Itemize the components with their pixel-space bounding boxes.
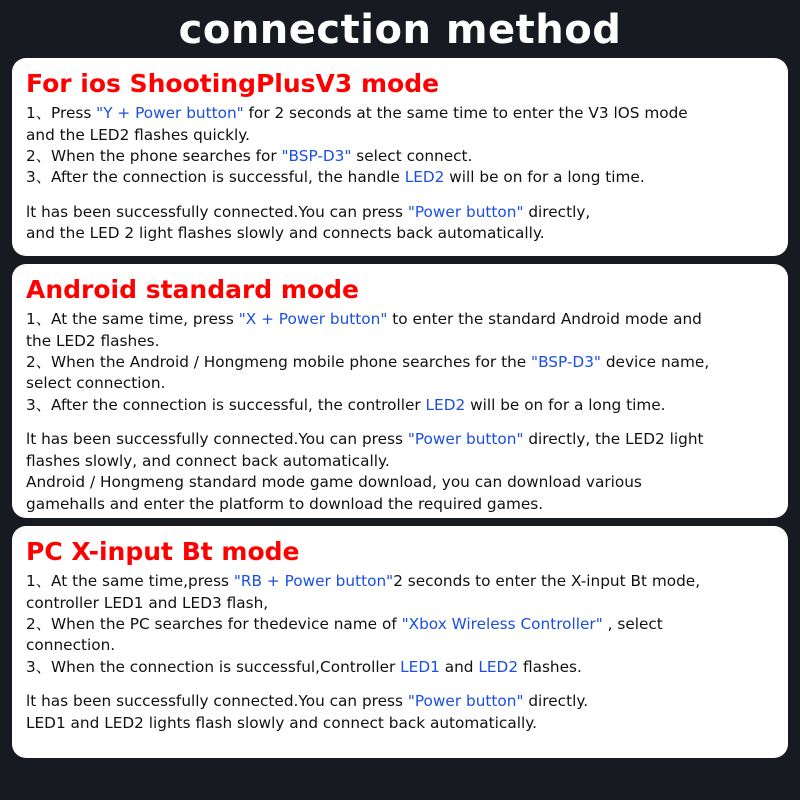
body-text: directly.	[523, 692, 589, 711]
body-line	[26, 451, 774, 472]
section-card-pc	[12, 526, 788, 758]
body-line	[26, 373, 774, 394]
body-line	[26, 472, 774, 493]
body-line	[26, 331, 774, 352]
body-text: and the LED 2 light flashes slowly and connects back automatically.	[26, 224, 545, 243]
body-text: 1、At the same time, press	[26, 310, 239, 329]
body-text: 2、When the Android / Hongmeng mobile phone searches for the	[26, 353, 532, 372]
highlighted-text: "Xbox Wireless Controller"	[401, 615, 603, 634]
body-text: select connect.	[351, 147, 473, 166]
body-line	[26, 691, 774, 712]
body-text: 1、At the same time,press	[26, 572, 234, 591]
body-line	[26, 571, 774, 592]
section-body-ios	[26, 103, 774, 244]
body-line	[26, 223, 774, 244]
body-text: connection.	[26, 636, 116, 655]
section-card-android	[12, 264, 788, 518]
body-text: 1、Press	[26, 104, 97, 123]
highlighted-text: "BSP-D3"	[281, 147, 352, 166]
body-text: device name,	[600, 353, 710, 372]
body-text: gamehalls and enter the platform to download the required games.	[26, 494, 544, 513]
body-text: directly,	[523, 202, 591, 221]
body-text: 2 seconds to enter the X-input Bt mode,	[393, 572, 701, 591]
body-line	[26, 309, 774, 330]
section-title-android: Android standard mode	[26, 275, 359, 304]
body-line	[26, 657, 774, 678]
highlighted-text: LED2	[425, 395, 466, 414]
highlighted-text: LED1	[400, 657, 440, 676]
highlighted-text: "Power button"	[407, 692, 524, 711]
section-card-ios	[12, 58, 788, 256]
body-text: select connection.	[26, 374, 166, 393]
section-body-android	[26, 309, 774, 515]
body-line	[26, 713, 774, 734]
body-text: 3、After the connection is successful, the controller	[26, 395, 426, 414]
body-line	[26, 352, 774, 373]
body-line	[26, 202, 774, 223]
page-title: connection method	[178, 7, 622, 53]
body-line	[26, 614, 774, 635]
body-text: 2、When the PC searches for thedevice name of	[26, 615, 402, 634]
body-text: will be on for a long time.	[444, 168, 645, 187]
section-body-pc	[26, 571, 774, 734]
highlighted-text: "Power button"	[407, 430, 524, 449]
body-text: will be on for a long time.	[465, 395, 666, 414]
body-text: , select	[602, 615, 663, 634]
body-text: controller LED1 and LED3 flash,	[26, 593, 269, 612]
body-line	[26, 125, 774, 146]
body-text: flashes slowly, and connect back automatically.	[26, 451, 390, 470]
highlighted-text: "RB + Power button"	[233, 572, 394, 591]
section-title-pc: PC X-input Bt mode	[26, 537, 300, 566]
body-line	[26, 593, 774, 614]
body-text: 3、After the connection is successful, the handle	[26, 168, 405, 187]
body-line	[26, 167, 774, 188]
highlighted-text: "Y + Power button"	[96, 104, 244, 123]
body-text: lt has been successfully connected.You can press	[26, 692, 408, 711]
body-line	[26, 494, 774, 515]
highlighted-text: LED2	[478, 657, 519, 676]
body-text: Android / Hongmeng standard mode game download, you can download various	[26, 473, 642, 492]
highlighted-text: "X + Power button"	[238, 310, 388, 329]
body-text: LED1 and LED2 lights flash slowly and connect back automatically.	[26, 713, 537, 732]
body-line	[26, 429, 774, 450]
body-text: to enter the standard Android mode and	[387, 310, 702, 329]
body-line	[26, 146, 774, 167]
body-text: directly, the LED2 light	[523, 430, 704, 449]
body-text: 2、When the phone searches for	[26, 147, 282, 166]
body-line	[26, 635, 774, 656]
body-text: flashes.	[518, 657, 582, 676]
body-text: 3、When the connection is successful,Controller	[26, 657, 401, 676]
highlighted-text: "BSP-D3"	[531, 353, 601, 372]
highlighted-text: LED2	[404, 168, 445, 187]
body-text: the LED2 flashes.	[26, 331, 160, 350]
highlighted-text: "Power button"	[407, 202, 524, 221]
body-text: for 2 seconds at the same time to enter the V3 lOS mode	[243, 104, 688, 123]
body-line	[26, 395, 774, 416]
section-title-ios: For ios ShootingPlusV3 mode	[26, 69, 440, 98]
body-line	[26, 103, 774, 124]
body-text: and	[439, 657, 479, 676]
body-text: lt has been successfully connected.You can press	[26, 202, 408, 221]
body-text: lt has been successfully connected.You can press	[26, 430, 408, 449]
body-text: and the LED2 flashes quickly.	[26, 125, 250, 144]
